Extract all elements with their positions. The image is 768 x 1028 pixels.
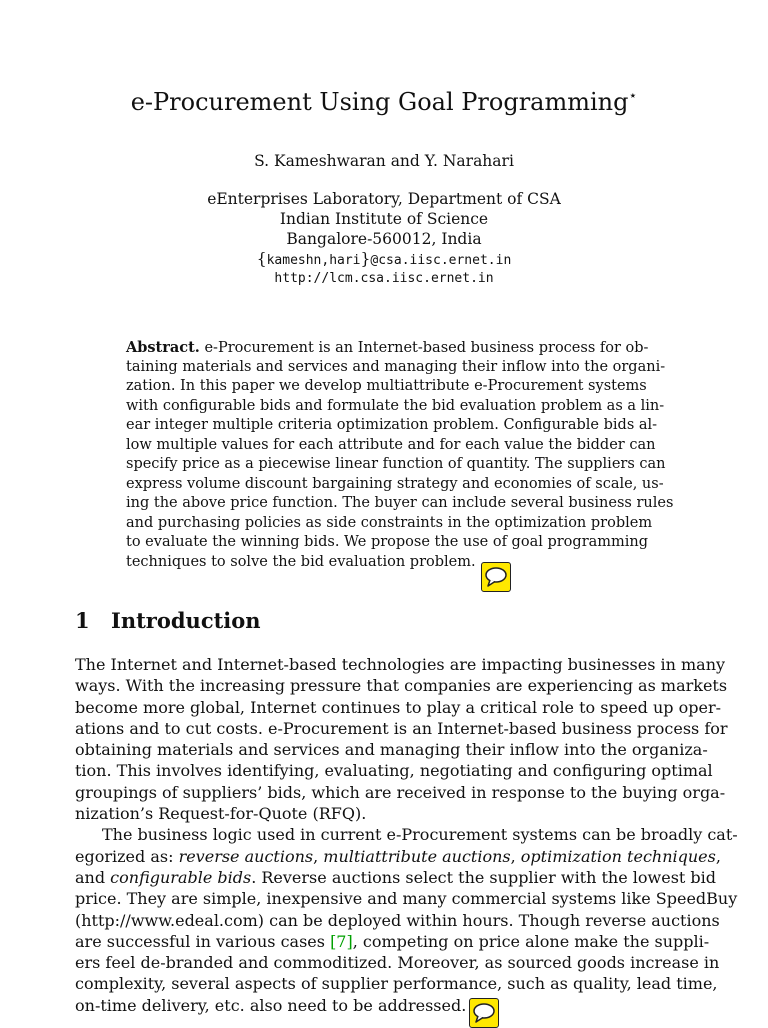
affiliation-institute: Indian Institute of Science [279, 210, 489, 228]
intro-line: (http://www.edeal.com) can be deployed within hours. Though reverse auctions [75, 910, 720, 930]
section-heading [75, 607, 261, 635]
intro-line: obtaining materials and services and managing their inflow into the organiza- [75, 740, 708, 760]
title-footnote-mark: ⋆ [628, 88, 638, 104]
abstract-line: Abstract. e-Procurement is an Internet-based business process for ob- [126, 339, 649, 356]
email-brace-close: } [360, 250, 371, 268]
intro-line: become more global, Internet continues to play a critical role to speed up oper- [75, 697, 722, 717]
intro-line: are successful in various cases [7], competing on price alone make the suppli- [75, 931, 710, 951]
abstract-line: zation. In this paper we develop multiattribute e-Procurement systems [126, 378, 647, 394]
paper-authors: S. Kameshwaran and Y. Narahari [254, 152, 514, 170]
abstract-line: to evaluate the winning bids. We propose the use of goal programming [126, 534, 649, 550]
abstract-line: techniques to solve the bid evaluation problem. [126, 553, 476, 570]
term-multiattribute-auctions: multiattribute auctions [323, 846, 511, 866]
abstract-line: taining materials and services and managing their inflow into the organi- [126, 358, 666, 375]
intro-line: ways. With the increasing pressure that companies are experiencing as markets [75, 676, 728, 696]
paper-title-text: e-Procurement Using Goal Programming [130, 88, 629, 116]
intro-line: on-time delivery, etc. also need to be addressed. [75, 995, 467, 1015]
term-configurable-bids: configurable bids [110, 867, 252, 887]
affiliation-city: Bangalore-560012, India [286, 230, 482, 248]
abstract-label: Abstract. [126, 339, 200, 356]
intro-line: tion. This involves identifying, evaluating, negotiating and configuring optimal [75, 761, 713, 781]
paper-title [0, 80, 768, 118]
abstract-line: low multiple values for each attribute and for each value the bidder can [126, 436, 656, 453]
affiliation-email [0, 249, 768, 269]
intro-line: groupings of suppliers’ bids, which are received in response to the buying orga- [75, 782, 726, 802]
email-domain: @csa.iisc.ernet.in [370, 253, 512, 268]
comment-note-icon[interactable] [481, 562, 511, 592]
affiliation-lab: eEnterprises Laboratory, Department of CSA [207, 190, 561, 208]
abstract-line: ear integer multiple criteria optimization problem. Configurable bids al- [126, 417, 658, 433]
abstract-line: ing the above price function. The buyer can include several business rules [126, 495, 674, 511]
abstract-line: and purchasing policies as side constraints in the optimization problem [126, 514, 653, 531]
section-title: Introduction [111, 608, 261, 633]
abstract-line: express volume discount bargaining strategy and economies of scale, us- [126, 475, 664, 492]
intro-line: complexity, several aspects of supplier performance, such as quality, lead time, [75, 974, 718, 994]
term-reverse-auctions: reverse auctions [178, 846, 314, 866]
intro-line: The Internet and Internet-based technologies are impacting businesses in many [75, 655, 726, 674]
intro-line: ers feel de-branded and commoditized. Moreover, as sourced goods increase in [75, 953, 720, 973]
intro-line: The business logic used in current e-Procurement systems can be broadly cat- [102, 825, 738, 845]
intro-line: and configurable bids. Reverse auctions select the supplier with the lowest bid [75, 867, 717, 887]
email-users: kameshn,hari [266, 253, 361, 268]
citation-link[interactable]: [7] [330, 931, 353, 951]
email-brace-open: { [256, 250, 267, 268]
affiliation-block [0, 189, 768, 289]
intro-line: price. They are simple, inexpensive and many commercial systems like SpeedBuy [75, 889, 738, 909]
term-optimization-techniques: optimization techniques [520, 846, 716, 866]
intro-text [75, 654, 738, 1016]
affiliation-url[interactable]: http://lcm.csa.iisc.ernet.in [274, 271, 494, 286]
intro-line: nization’s Request-for-Quote (RFQ). [75, 804, 367, 824]
abstract [126, 338, 674, 572]
intro-line: ations and to cut costs. e-Procurement is an Internet-based business process for [75, 718, 728, 738]
section-number: 1 [75, 608, 90, 633]
abstract-line: with configurable bids and formulate the bid evaluation problem as a lin- [126, 397, 665, 414]
abstract-line: specify price as a piecewise linear function of quantity. The suppliers can [126, 456, 666, 472]
intro-line: egorized as: reverse auctions, multiattribute auctions, optimization techniques, [75, 846, 721, 866]
